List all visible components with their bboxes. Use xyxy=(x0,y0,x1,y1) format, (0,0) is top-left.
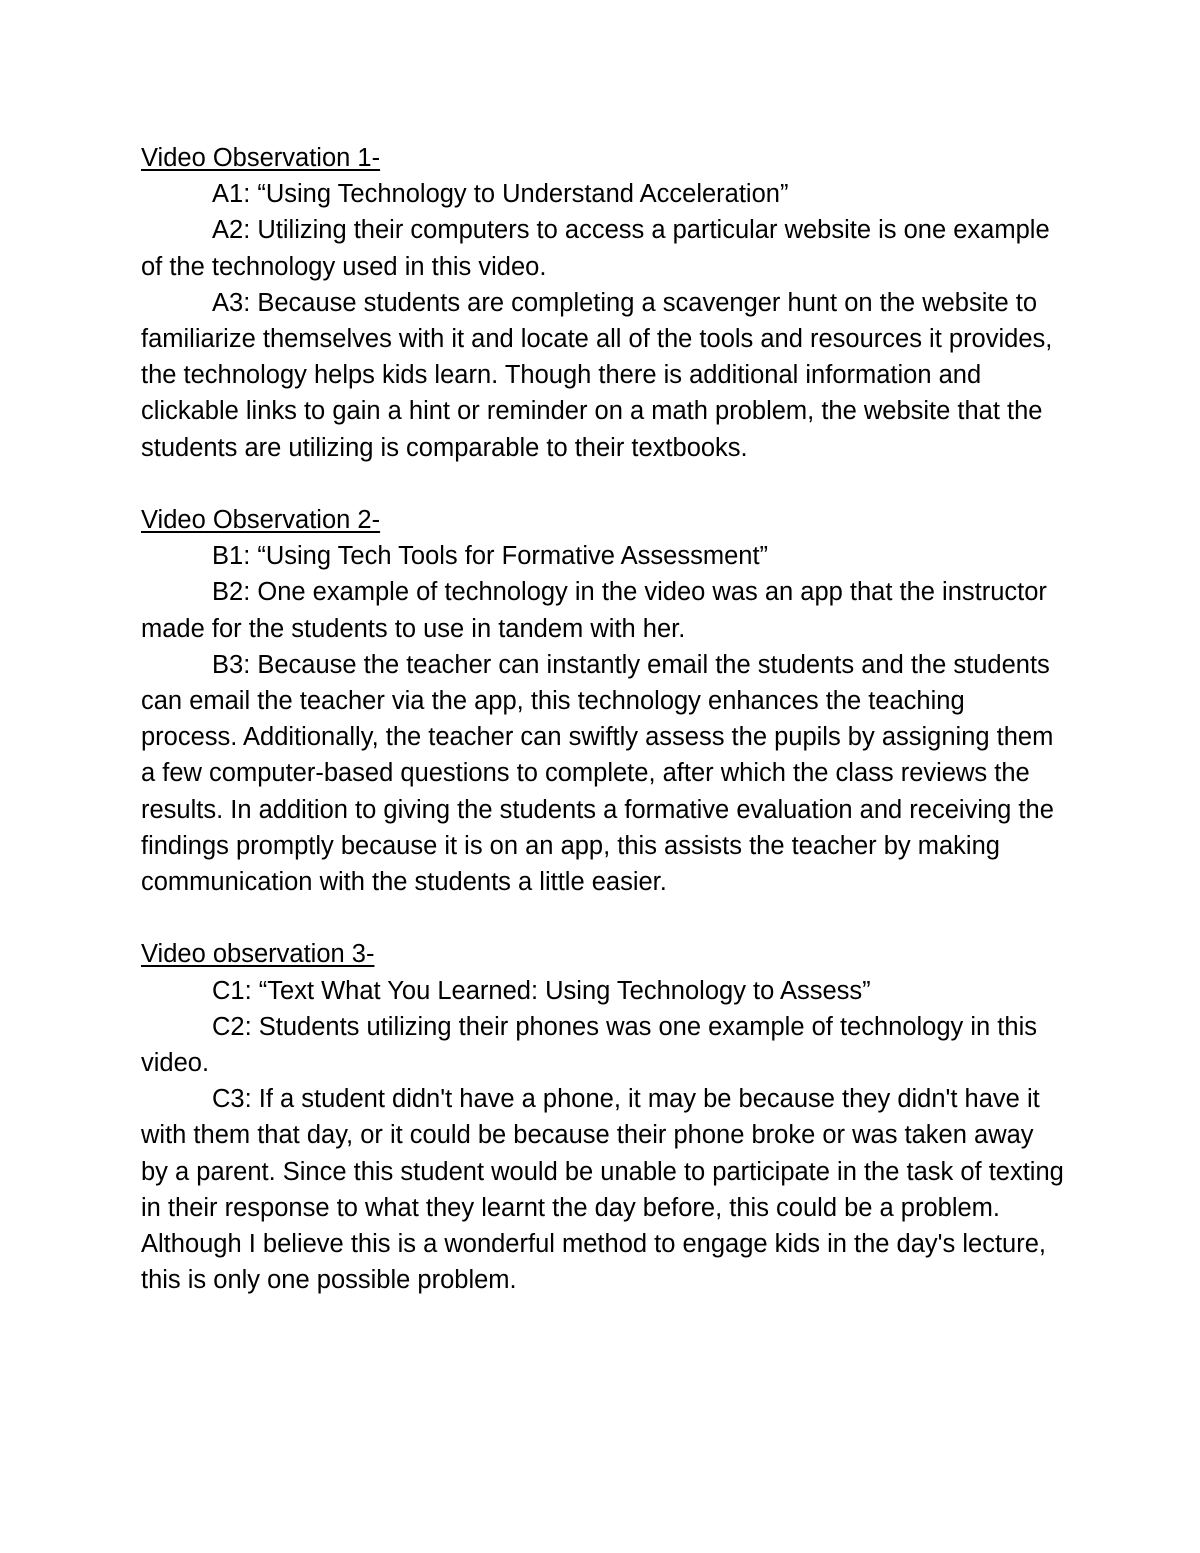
answer-c3: C3: If a student didn't have a phone, it may be because they didn't have it with them that day, or it could be because their phone broke or was taken away by a parent. Since this student would be unable to participate in the task of texting in their response to what they learnt the day before, this could be a problem. Although I believe this is a wonderful method to engage kids in the day's lecture, this is only one possible problem. xyxy=(141,1085,1064,1295)
section-heading: Video Observation 2- xyxy=(141,506,381,535)
answer-c2: C2: Students utilizing their phones was one example of technology in this video. xyxy=(141,1012,1037,1078)
document-body xyxy=(141,140,1066,1298)
section-heading: Video Observation 1- xyxy=(141,144,381,172)
answer-b1: B1: “Using Tech Tools for Formative Assessment” xyxy=(212,542,769,571)
answer-c1: C1: “Text What You Learned: Using Technology to Assess” xyxy=(212,976,871,1005)
answer-b2: B2: One example of technology in the video was an app that the instructor made for the students to use in tandem with her. xyxy=(141,578,1047,643)
section-video-observation-3 xyxy=(141,936,1066,1298)
answer-a2: A2: Utilizing their computers to access a particular website is one example of the technology used in this video. xyxy=(141,216,1050,281)
section-video-observation-1 xyxy=(141,140,1066,466)
answer-a1: A1: “Using Technology to Understand Acceleration” xyxy=(212,180,789,209)
answer-b3: B3: Because the teacher can instantly email the students and the students can email the teacher via the app, this technology enhances the teaching process. Additionally, the teacher can swiftly assess the pupils by assigning them a few computer-based questions to complete, after which the class reviews the results. In addition to giving the students a formative evaluation and receiving the findings promptly because it is on an app, this assists the teacher by making communication with the students a little easier. xyxy=(141,650,1054,897)
answer-a3: A3: Because students are completing a scavenger hunt on the website to familiarize themselves with it and locate all of the tools and resources it provides, the technology helps kids learn. Though there is additional information and clickable links to gain a hint or reminder on a math problem, the website that the students are utilizing is comparable to their textbooks. xyxy=(141,288,1053,462)
section-video-observation-2 xyxy=(141,502,1066,900)
section-heading: Video observation 3- xyxy=(141,940,375,969)
